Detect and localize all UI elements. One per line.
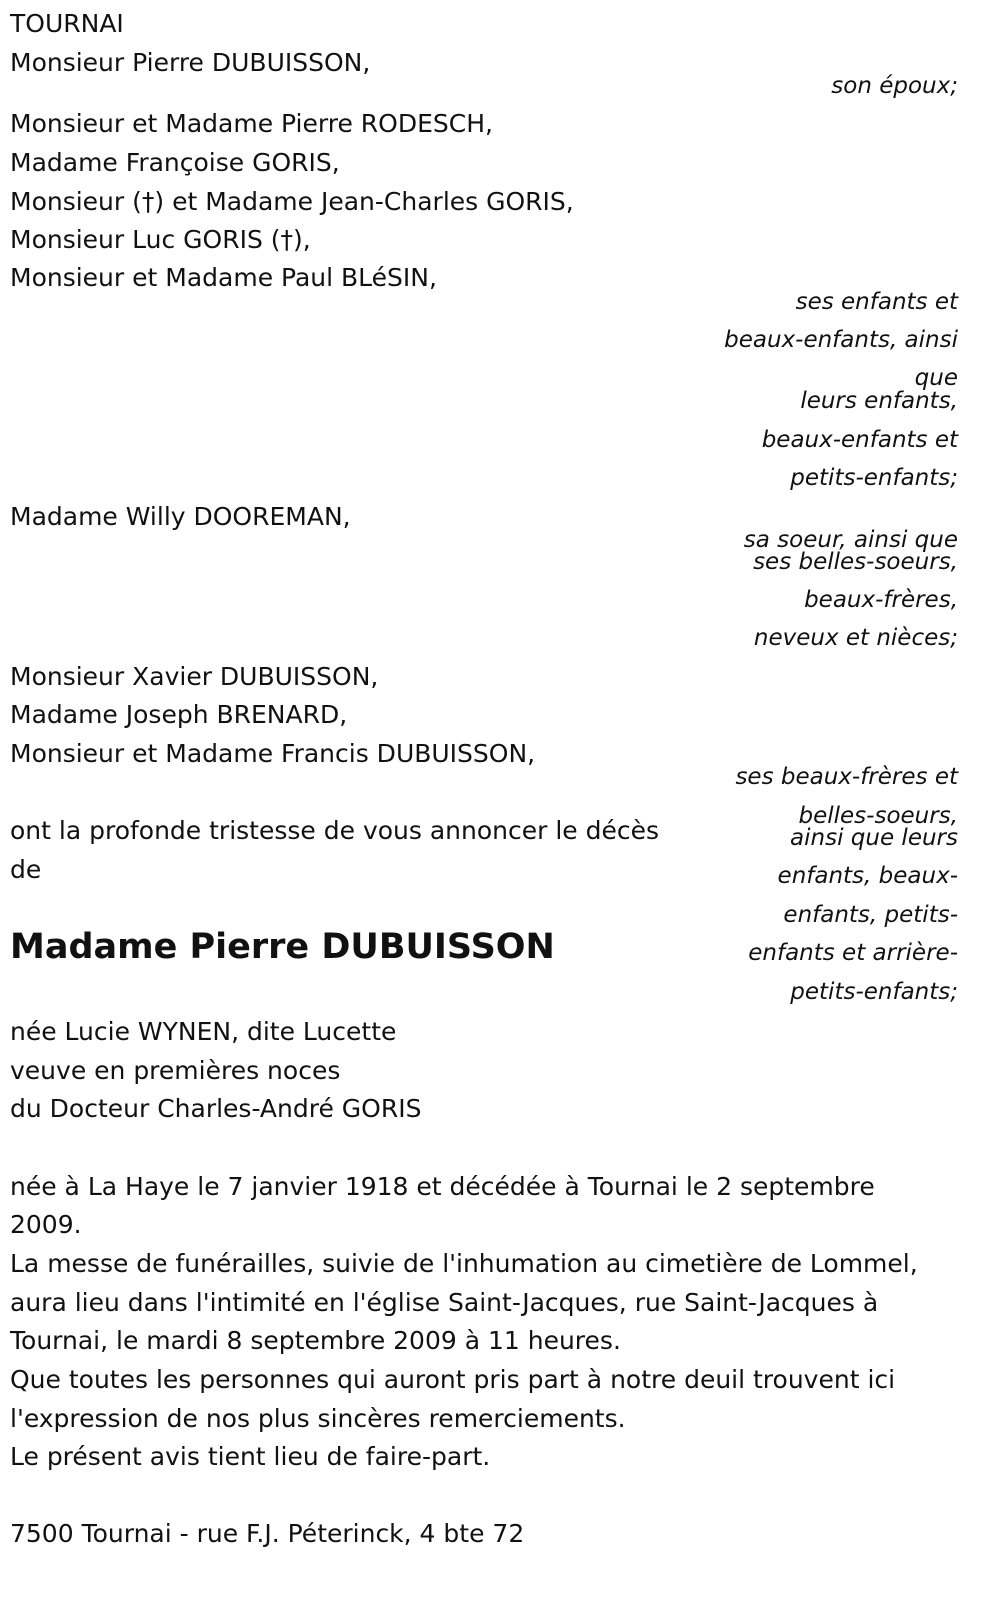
relation-text: ses beaux-frères et (735, 764, 958, 790)
family-name: Monsieur Xavier DUBUISSON, (10, 662, 379, 691)
body-line: née à La Haye le 7 janvier 1918 et décédée à Tournai le 2 septembre (10, 1172, 875, 1201)
body-line: 2009. (10, 1210, 82, 1239)
announcement-text: ont la profonde tristesse de vous annoncer le décès (10, 816, 660, 845)
body-line: Tournai, le mardi 8 septembre 2009 à 11 heures. (10, 1326, 621, 1355)
body-line: l'expression de nos plus sincères remerciements. (10, 1404, 626, 1433)
relation-text: belles-soeurs, (798, 803, 958, 829)
body-line: Que toutes les personnes qui auront pris part à notre deuil trouvent ici (10, 1365, 896, 1394)
announcement-text: de (10, 855, 42, 884)
body-line: Le présent avis tient lieu de faire-part. (10, 1442, 491, 1471)
deceased-detail: veuve en premières noces (10, 1056, 341, 1085)
deceased-detail: du Docteur Charles-André GORIS (10, 1094, 422, 1123)
family-name: Monsieur et Madame Pierre RODESCH, (10, 109, 493, 138)
location: TOURNAI (10, 9, 124, 38)
family-name: Monsieur (†) et Madame Jean-Charles GORIS, (10, 187, 574, 216)
relation-text: enfants, beaux- (777, 863, 958, 889)
deceased-detail: née Lucie WYNEN, dite Lucette (10, 1017, 397, 1046)
family-name: Monsieur et Madame Francis DUBUISSON, (10, 739, 536, 768)
relation-text: son époux; (831, 73, 958, 99)
relation-text: ainsi que leurs (790, 825, 958, 851)
relation-text: enfants et arrière- (748, 940, 958, 966)
relation-text: enfants, petits- (783, 902, 958, 928)
relation-text: ses enfants et (795, 289, 958, 315)
family-name: Madame Françoise GORIS, (10, 148, 340, 177)
relation-text: ses belles-soeurs, (753, 549, 958, 575)
relation-text: petits-enfants; (790, 979, 958, 1005)
family-name: Monsieur Luc GORIS (†), (10, 225, 311, 254)
family-name: Madame Joseph BRENARD, (10, 700, 348, 729)
relation-text: beaux-enfants, ainsi (724, 327, 958, 353)
relation-text: sa soeur, ainsi que (743, 527, 958, 553)
relation-text: beaux-frères, (804, 587, 958, 613)
relation-text: neveux et nièces; (753, 625, 958, 651)
relation-text: petits-enfants; (790, 465, 958, 491)
body-line: La messe de funérailles, suivie de l'inhumation au cimetière de Lommel, (10, 1249, 918, 1278)
family-name: Monsieur Pierre DUBUISSON, (10, 48, 371, 77)
relation-text: que (914, 365, 958, 391)
address: 7500 Tournai - rue F.J. Péterinck, 4 bte 72 (10, 1519, 525, 1548)
family-name: Monsieur et Madame Paul BLéSIN, (10, 263, 437, 292)
deceased-name: Madame Pierre DUBUISSON (10, 927, 555, 967)
relation-text: beaux-enfants et (761, 427, 958, 453)
body-line: aura lieu dans l'intimité en l'église Saint-Jacques, rue Saint-Jacques à (10, 1288, 879, 1317)
family-name: Madame Willy DOOREMAN, (10, 502, 351, 531)
relation-text: leurs enfants, (800, 388, 958, 414)
